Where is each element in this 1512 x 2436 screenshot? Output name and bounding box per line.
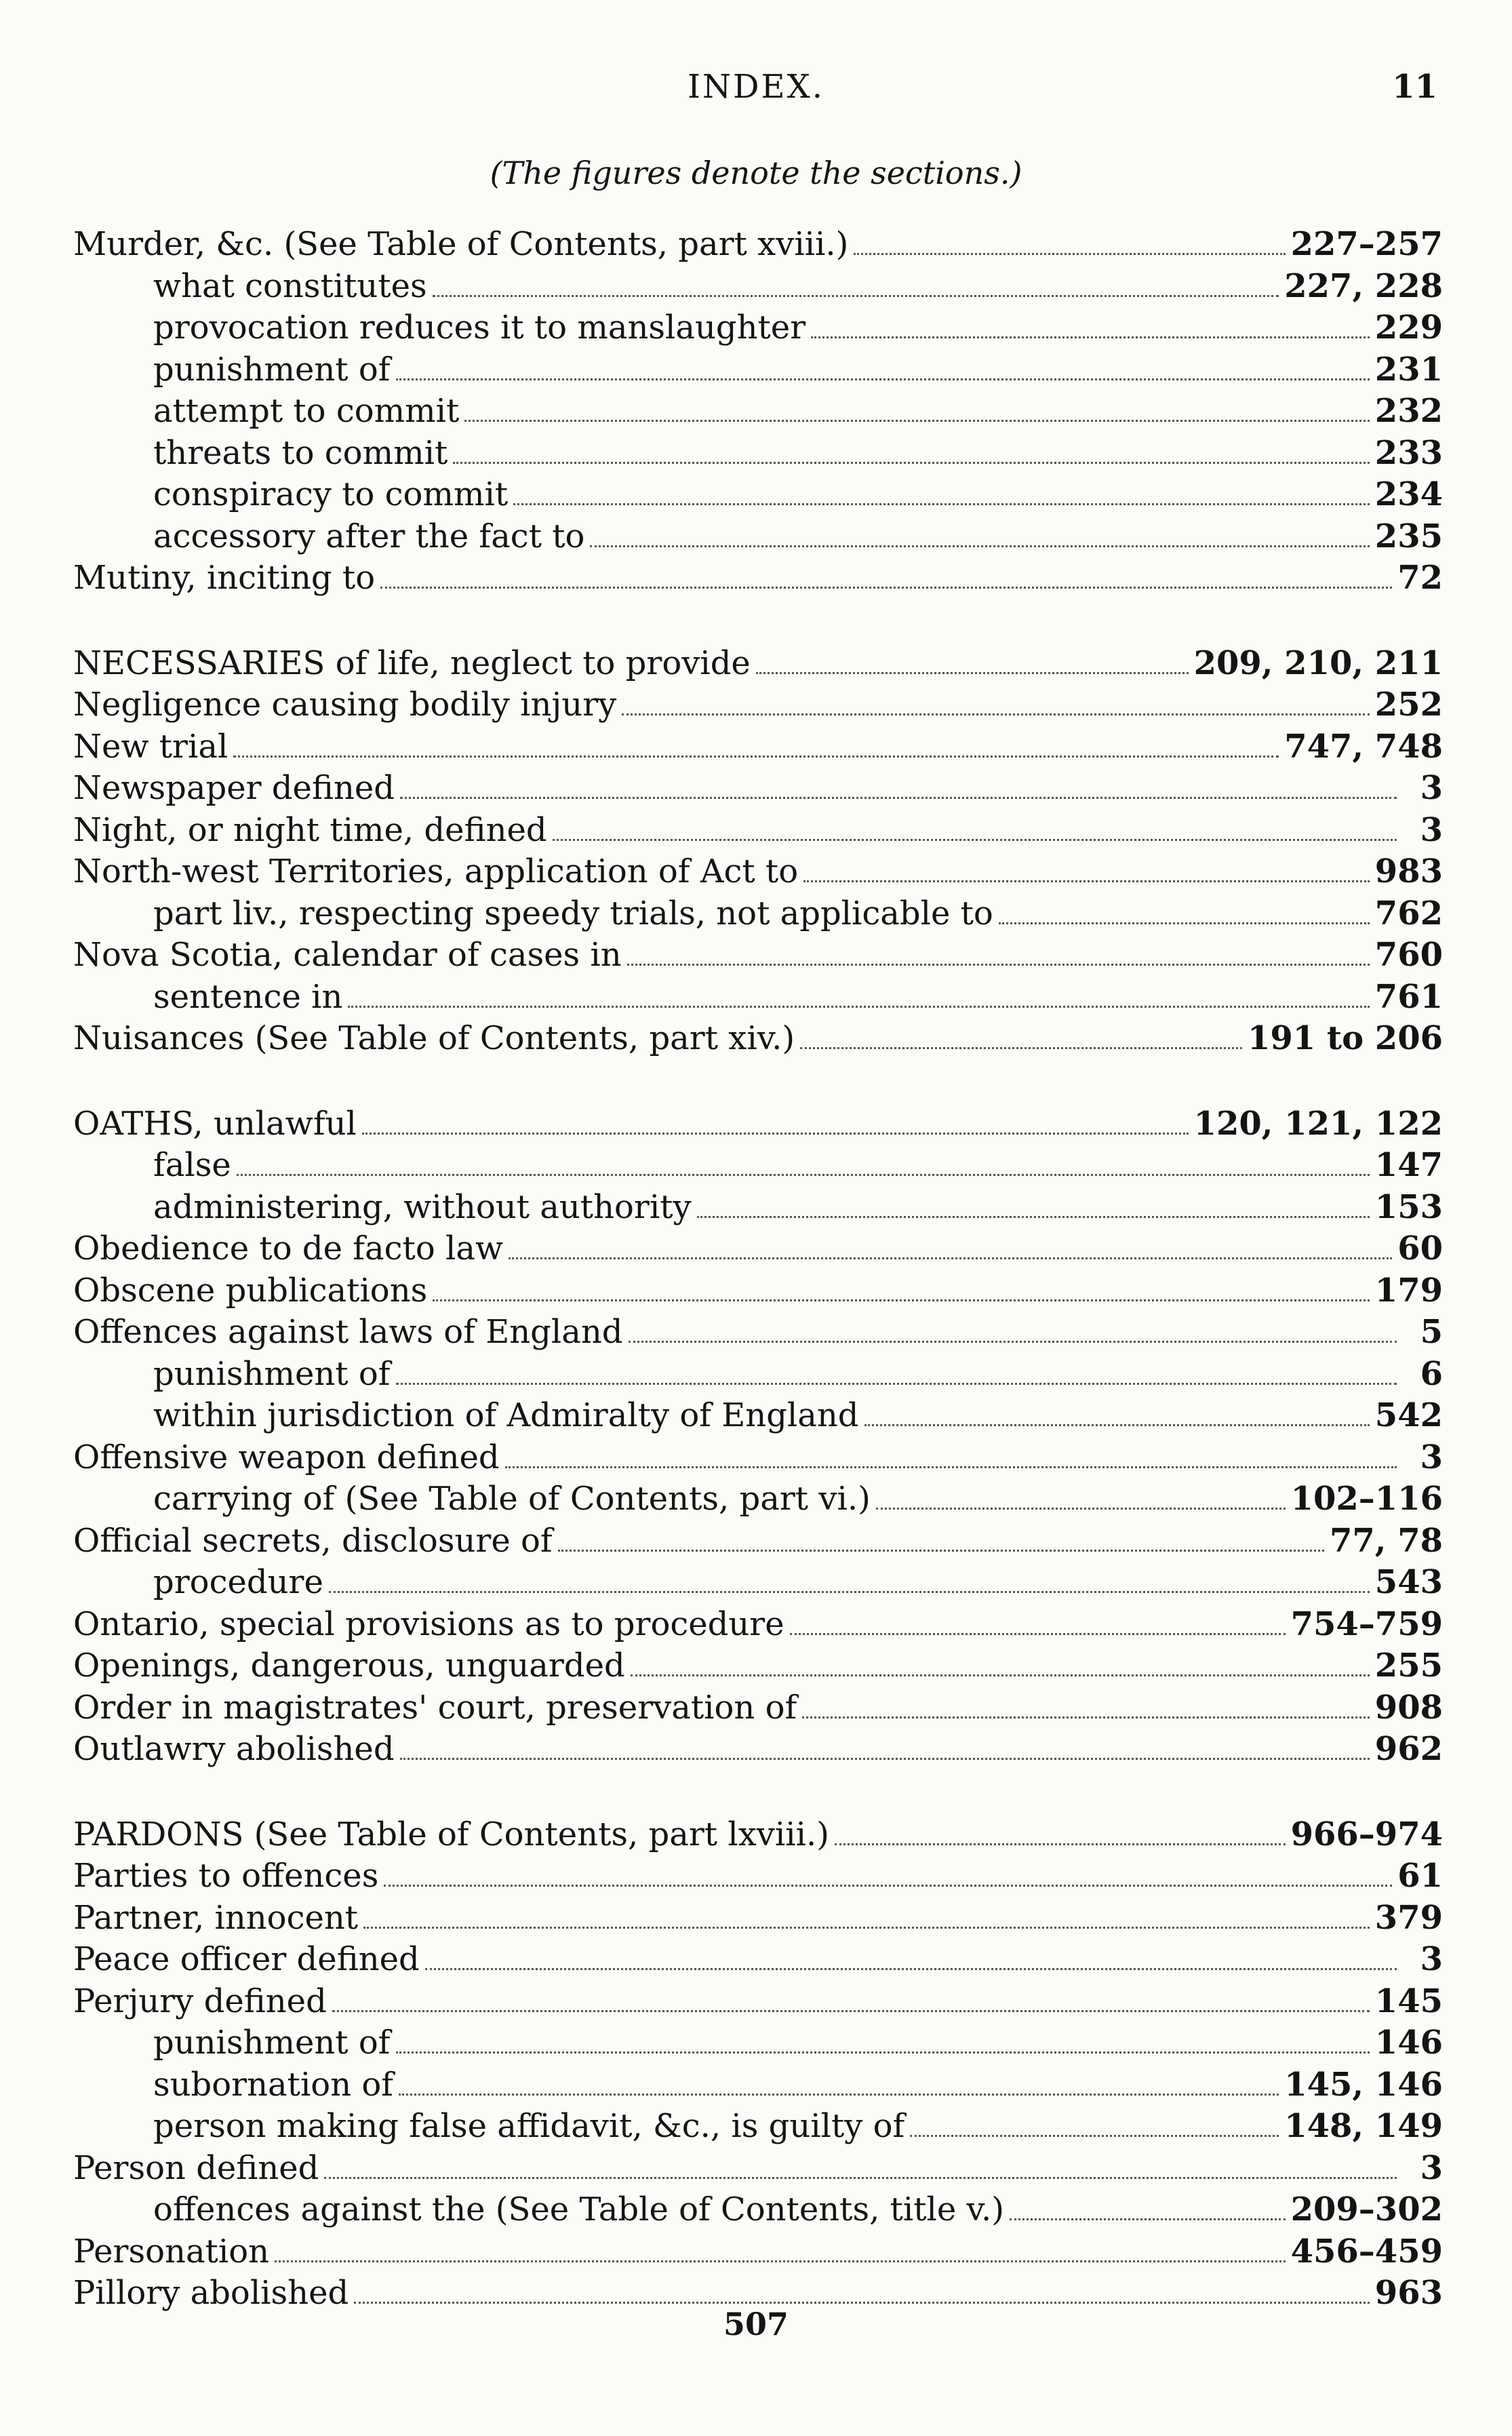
index-group: [73, 1103, 1443, 1771]
dot-leader: [756, 661, 1189, 674]
entry-sections: 962: [1374, 1730, 1443, 1768]
entry-label: procedure: [153, 1563, 323, 1601]
entry-sections: 379: [1374, 1898, 1443, 1937]
page-number: 11: [1392, 68, 1437, 106]
dot-leader: [396, 2041, 1370, 2054]
entry-label: Partner, innocent: [73, 1898, 359, 1937]
entry-label: attempt to commit: [153, 392, 460, 430]
index-entry: [73, 1520, 1443, 1563]
dot-leader: [509, 1246, 1392, 1259]
index-entry: [73, 851, 1443, 893]
index-list: [73, 224, 1443, 2358]
index-subentry: [73, 1395, 1443, 1437]
index-entry: [73, 2231, 1443, 2273]
dot-leader: [864, 1413, 1370, 1426]
dot-leader: [237, 1163, 1370, 1176]
index-entry: [73, 1729, 1443, 1771]
index-entry: [73, 684, 1443, 726]
entry-label: administering, without authority: [153, 1187, 692, 1226]
entry-label: provocation reduces it to manslaughter: [153, 309, 806, 347]
dot-leader: [400, 1747, 1370, 1760]
entry-sections: 5: [1420, 1313, 1443, 1351]
entry-sections: 227, 228: [1284, 267, 1443, 305]
dot-leader: [790, 1622, 1286, 1635]
index-entry: [73, 810, 1443, 852]
entry-label: Order in magistrates' court, preservation of: [73, 1688, 797, 1727]
index-entry: [73, 643, 1443, 685]
dot-leader: [329, 1580, 1370, 1593]
entry-label: conspiracy to commit: [153, 475, 509, 513]
entry-label: Mutiny, inciting to: [73, 559, 376, 597]
dot-leader: [233, 745, 1279, 758]
dot-leader: [629, 1330, 1397, 1343]
dot-leader: [354, 2291, 1370, 2304]
entry-sections: 3: [1420, 2148, 1443, 2187]
dot-leader: [622, 703, 1370, 715]
index-entry: [73, 2148, 1443, 2190]
index-subentry: [73, 2106, 1443, 2148]
index-group: [73, 643, 1443, 1060]
dot-leader: [400, 786, 1397, 799]
entry-sections: 145, 146: [1284, 2065, 1443, 2104]
entry-label: punishment of: [153, 350, 391, 389]
index-entry: [73, 1312, 1443, 1354]
index-entry: [73, 1814, 1443, 1856]
dot-leader: [505, 1455, 1397, 1468]
entry-sections: 456–459: [1290, 2232, 1443, 2271]
index-subentry: [73, 474, 1443, 516]
entry-label: Obedience to de facto law: [73, 1230, 504, 1268]
entry-sections: 761: [1374, 977, 1443, 1016]
dot-leader: [348, 995, 1369, 1008]
page-header: [75, 68, 1437, 122]
entry-sections: 147: [1374, 1146, 1443, 1184]
index-entry: [73, 1018, 1443, 1060]
dot-leader: [380, 576, 1392, 589]
index-entry: [73, 1939, 1443, 1981]
index-note: (The figures denote the sections.): [490, 155, 1022, 191]
index-entry: [73, 1855, 1443, 1898]
entry-sections: 3: [1420, 1438, 1443, 1476]
entry-sections: 72: [1397, 559, 1443, 597]
entry-label: what constitutes: [153, 267, 427, 305]
index-group: [73, 224, 1443, 600]
index-subentry: [73, 1145, 1443, 1187]
index-subentry: [73, 1187, 1443, 1229]
entry-sections: 61: [1397, 1857, 1443, 1895]
dot-leader: [910, 2124, 1279, 2137]
index-subentry: [73, 2189, 1443, 2231]
entry-sections: 179: [1374, 1271, 1443, 1310]
entry-sections: 148, 149: [1284, 2107, 1443, 2145]
entry-label: Perjury defined: [73, 1982, 327, 2020]
entry-label: punishment of: [153, 2024, 391, 2062]
index-subentry: [73, 1354, 1443, 1396]
entry-label: within jurisdiction of Admiralty of England: [153, 1396, 859, 1434]
dot-leader: [876, 1497, 1286, 1510]
entry-label: Ontario, special provisions as to procedure: [73, 1605, 784, 1643]
entry-label: OATHS, unlawful: [73, 1104, 357, 1143]
entry-label: Murder, &c. (See Table of Contents, part xviii.): [73, 225, 849, 263]
index-entry: [73, 1437, 1443, 1479]
entry-label: sentence in: [153, 977, 343, 1016]
index-entry: [73, 768, 1443, 810]
dot-leader: [396, 1372, 1397, 1385]
entry-sections: 543: [1374, 1563, 1443, 1601]
dot-leader: [1010, 2207, 1286, 2220]
entry-sections: 60: [1397, 1230, 1443, 1268]
dot-leader: [363, 1916, 1370, 1929]
entry-sections: 983: [1374, 852, 1443, 890]
entry-sections: 255: [1374, 1647, 1443, 1685]
dot-leader: [800, 1036, 1242, 1049]
dot-leader: [275, 2250, 1286, 2262]
entry-label: Personation: [73, 2232, 270, 2271]
entry-label: person making false affidavit, &c., is guilty of: [153, 2107, 905, 2145]
dot-leader: [999, 911, 1370, 924]
index-subentry: [73, 2022, 1443, 2064]
entry-sections: 747, 748: [1284, 727, 1443, 766]
dot-leader: [631, 1664, 1370, 1676]
index-entry: [73, 1687, 1443, 1729]
entry-sections: 233: [1374, 433, 1443, 472]
entry-sections: 6: [1420, 1354, 1443, 1393]
entry-sections: 77, 78: [1329, 1521, 1443, 1560]
index-group: [73, 1814, 1443, 2315]
index-subentry: [73, 433, 1443, 475]
entry-label: false: [153, 1146, 231, 1184]
dot-leader: [854, 242, 1285, 255]
entry-sections: 542: [1374, 1396, 1443, 1434]
dot-leader: [803, 869, 1370, 882]
entry-label: Offensive weapon defined: [73, 1438, 500, 1476]
entry-sections: 760: [1374, 936, 1443, 974]
entry-sections: 252: [1374, 686, 1443, 724]
entry-label: carrying of (See Table of Contents, part vi.): [153, 1480, 871, 1518]
entry-label: Openings, dangerous, unguarded: [73, 1647, 625, 1685]
entry-sections: 762: [1374, 894, 1443, 932]
index-subentry: [73, 977, 1443, 1019]
index-subentry: [73, 266, 1443, 308]
dot-leader: [396, 368, 1370, 380]
entry-sections: 235: [1374, 517, 1443, 555]
entry-label: New trial: [73, 727, 228, 766]
index-entry: [73, 1270, 1443, 1312]
entry-label: Peace officer defined: [73, 1940, 420, 1978]
dot-leader: [802, 1706, 1370, 1718]
entry-sections: 232: [1374, 392, 1443, 430]
dot-leader: [558, 1539, 1324, 1552]
entry-sections: 908: [1374, 1688, 1443, 1727]
page-title: INDEX.: [688, 68, 824, 106]
index-entry: [73, 1604, 1443, 1646]
entry-label: Nuisances (See Table of Contents, part xiv.): [73, 1019, 795, 1057]
entry-sections: 754–759: [1290, 1605, 1443, 1643]
entry-label: Night, or night time, defined: [73, 810, 547, 849]
entry-sections: 963: [1374, 2274, 1443, 2312]
dot-leader: [332, 1999, 1370, 2012]
dot-leader: [362, 1122, 1189, 1135]
entry-sections: 3: [1420, 810, 1443, 849]
index-subentry: [73, 1478, 1443, 1520]
entry-sections: 231: [1374, 350, 1443, 389]
entry-label: Person defined: [73, 2148, 319, 2187]
entry-label: PARDONS (See Table of Contents, part lxviii.): [73, 1815, 829, 1853]
entry-sections: 153: [1374, 1187, 1443, 1226]
entry-sections: 145: [1374, 1982, 1443, 2020]
entry-sections: 120, 121, 122: [1193, 1104, 1443, 1143]
dot-leader: [513, 492, 1370, 505]
entry-sections: 191 to 206: [1248, 1019, 1443, 1057]
index-subentry: [73, 2064, 1443, 2106]
index-entry: [73, 1981, 1443, 2023]
entry-sections: 3: [1420, 1940, 1443, 1978]
dot-leader: [425, 1957, 1397, 1970]
entry-sections: 102–116: [1290, 1480, 1443, 1518]
entry-label: Newspaper defined: [73, 769, 395, 807]
index-subentry: [73, 516, 1443, 558]
entry-sections: 229: [1374, 309, 1443, 347]
entry-label: accessory after the fact to: [153, 517, 585, 555]
entry-label: offences against the (See Table of Contents, title v.): [153, 2191, 1004, 2228]
entry-label: part liv., respecting speedy trials, not applicable to: [153, 894, 993, 932]
dot-leader: [453, 451, 1370, 464]
index-entry: [73, 1228, 1443, 1270]
dot-leader: [464, 409, 1370, 422]
dot-leader: [324, 2166, 1397, 2179]
dot-leader: [590, 534, 1369, 547]
index-subentry: [73, 391, 1443, 433]
dot-leader: [399, 2083, 1279, 2096]
dot-leader: [627, 953, 1370, 966]
index-entry: [73, 1898, 1443, 1940]
entry-sections: 227–257: [1290, 225, 1443, 263]
entry-sections: 3: [1420, 769, 1443, 807]
entry-sections: 966–974: [1290, 1815, 1443, 1853]
dot-leader: [697, 1205, 1370, 1218]
entry-label: Outlawry abolished: [73, 1730, 395, 1768]
entry-label: Pillory abolished: [73, 2274, 349, 2312]
entry-label: punishment of: [153, 1354, 391, 1393]
index-subentry: [73, 307, 1443, 349]
index-entry: [73, 726, 1443, 768]
index-entry: [73, 224, 1443, 266]
dot-leader: [433, 1289, 1370, 1301]
entry-label: Nova Scotia, calendar of cases in: [73, 936, 622, 974]
entry-label: subornation of: [153, 2065, 394, 2104]
index-entry: [73, 1103, 1443, 1145]
entry-label: North-west Territories, application of Act to: [73, 852, 799, 890]
entry-label: Official secrets, disclosure of: [73, 1521, 553, 1560]
entry-label: Negligence causing bodily injury: [73, 686, 617, 724]
index-subentry: [73, 1562, 1443, 1604]
index-entry: [73, 935, 1443, 977]
dot-leader: [811, 326, 1370, 338]
entry-sections: 209–302: [1290, 2191, 1443, 2228]
index-subentry: [73, 349, 1443, 391]
index-entry: [73, 557, 1443, 600]
dot-leader: [835, 1832, 1286, 1845]
entry-label: threats to commit: [153, 433, 448, 472]
entry-label: Offences against laws of England: [73, 1313, 623, 1351]
index-subentry: [73, 893, 1443, 935]
entry-label: Parties to offences: [73, 1857, 379, 1895]
entry-label: Obscene publications: [73, 1271, 428, 1310]
dot-leader: [433, 284, 1279, 297]
entry-label: NECESSARIES of life, neglect to provide: [73, 644, 751, 682]
entry-sections: 209, 210, 211: [1193, 644, 1443, 682]
dot-leader: [384, 1874, 1392, 1887]
dot-leader: [553, 828, 1397, 841]
entry-sections: 234: [1374, 475, 1443, 513]
folio-number: 507: [723, 2306, 789, 2342]
entry-sections: 146: [1374, 2024, 1443, 2062]
index-entry: [73, 1645, 1443, 1687]
